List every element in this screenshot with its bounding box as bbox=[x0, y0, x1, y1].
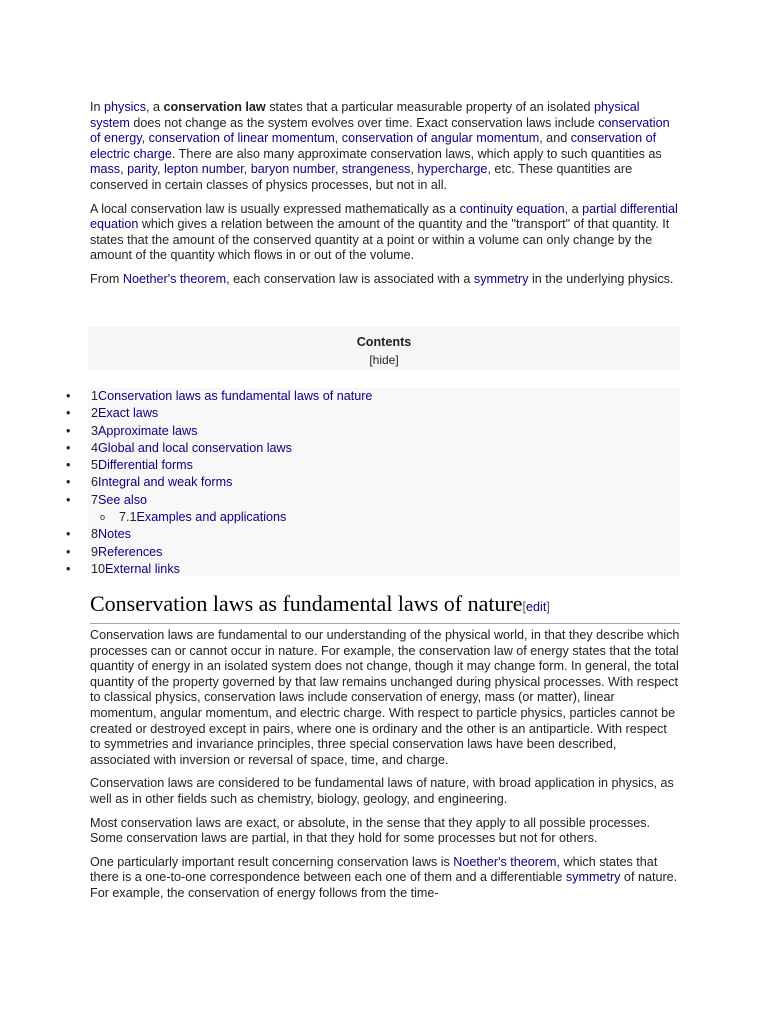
bullet: • bbox=[66, 492, 71, 507]
bullet: • bbox=[66, 389, 71, 403]
intro-section bbox=[90, 100, 680, 296]
section-paragraph-1: Conservation laws are fundamental to our understanding of the physical world, in that they describe which processes can or cannot occur in nature. For example, the conservation law of energy states that the total quantity of energy in an isolated system does not change, though it may change form. In general, the total quantity of the property governed by that law remains unchanged during physical processes. With respect to classical physics, conservation laws include conservation of energy, mass (or matter), linear momentum, angular momentum, and electric charge. With respect to particle physics, particles cannot be created or destroyed except in pairs, where one is ordinary and the other is an antiparticle. With respect to symmetries and invariance principles, three special conservation laws have been described, associated with inversion or reversal of space, time, and charge. bbox=[90, 628, 680, 767]
bullet: • bbox=[66, 475, 71, 490]
text: , each conservation law is associated with a bbox=[226, 271, 474, 286]
text: , bbox=[120, 162, 128, 177]
toc-item bbox=[66, 492, 680, 509]
toc-number: 8 bbox=[91, 527, 99, 542]
intro-paragraph-1 bbox=[90, 100, 680, 194]
link-baryon-number[interactable]: baryon number bbox=[250, 162, 335, 177]
link-continuity-equation[interactable]: continuity equation bbox=[459, 201, 565, 216]
toc-item bbox=[66, 544, 680, 561]
text: , a bbox=[564, 201, 583, 216]
toc-link[interactable]: Approximate laws bbox=[98, 423, 198, 438]
toc-number: 2 bbox=[91, 406, 99, 421]
text: does not change as the system evolves over time. Exact conservation laws include bbox=[129, 115, 599, 130]
bold-term: conservation law bbox=[163, 100, 266, 114]
link-physical-system[interactable]: physical system bbox=[90, 100, 640, 130]
bracket: [ bbox=[522, 600, 527, 614]
bullet: • bbox=[66, 458, 71, 473]
link-symmetry[interactable]: symmetry bbox=[473, 271, 529, 286]
link-hypercharge[interactable]: hypercharge bbox=[417, 162, 488, 177]
toc-link[interactable]: Conservation laws as fundamental laws of nature bbox=[98, 389, 373, 403]
toc-number: 10 bbox=[91, 561, 106, 576]
link-parity[interactable]: parity bbox=[127, 162, 157, 177]
bracket: ] bbox=[395, 353, 399, 367]
toc-link[interactable]: Global and local conservation laws bbox=[98, 440, 292, 455]
text: , a bbox=[146, 100, 164, 114]
section-heading bbox=[90, 590, 680, 624]
text: , and bbox=[539, 131, 571, 146]
link-lepton-number[interactable]: lepton number bbox=[163, 162, 244, 177]
link-symmetry[interactable]: symmetry bbox=[565, 870, 621, 885]
section-paragraph-4 bbox=[90, 855, 680, 902]
text: of nature. For example, the conservation of energy follows from the time- bbox=[90, 870, 678, 900]
toc-item bbox=[66, 561, 680, 578]
text: states that a particular measurable property of an isolated bbox=[265, 100, 595, 114]
bullet: • bbox=[66, 423, 71, 438]
section-paragraph-3: Most conservation laws are exact, or absolute, in the sense that they apply to all possible processes. Some conservation laws are partial, in that they hold for some processes but not for others. bbox=[90, 815, 651, 846]
section-paragraph-2: Conservation laws are considered to be fundamental laws of nature, with broad application in physics, as well as in other fields such as chemistry, biology, geology, and engineering. bbox=[90, 776, 674, 806]
toc-number: 7 bbox=[91, 492, 99, 507]
link-partial-differential-equation[interactable]: partial differential equation bbox=[90, 201, 678, 232]
toc-list bbox=[66, 388, 680, 578]
toc-header bbox=[88, 327, 680, 370]
link-conservation-of-energy[interactable]: conservation of energy bbox=[90, 115, 670, 146]
toc-item bbox=[66, 457, 680, 474]
bracket: [ bbox=[369, 353, 373, 367]
toc-link[interactable]: See also bbox=[98, 492, 148, 507]
intro-paragraph-3 bbox=[90, 272, 680, 288]
text: , bbox=[156, 162, 164, 177]
link-noethers-theorem[interactable]: Noether's theorem bbox=[453, 854, 557, 869]
section-body bbox=[90, 628, 680, 910]
text: A local conservation law is usually expressed mathematically as a bbox=[90, 201, 460, 216]
text: , bbox=[334, 162, 342, 177]
bullet: • bbox=[66, 544, 71, 559]
toc-item bbox=[66, 405, 680, 422]
link-conservation-of-electric-charge[interactable]: conservation of electric charge bbox=[90, 131, 657, 161]
edit-section bbox=[523, 600, 550, 614]
bracket: ] bbox=[546, 600, 550, 614]
toc-item bbox=[66, 474, 680, 491]
text: In bbox=[90, 100, 105, 114]
toc-number: 6 bbox=[91, 475, 99, 490]
toc-item bbox=[66, 440, 680, 457]
toc-link[interactable]: Notes bbox=[98, 527, 131, 542]
toc-number: 4 bbox=[91, 440, 99, 455]
bullet: • bbox=[66, 561, 71, 576]
text: which gives a relation between the amount of the quantity and the "transport" of that quantity. It states that the amount of the conserved quantity at a point or within a volume can only change by the amount of the quantity which flows in or out of the volume. bbox=[90, 217, 670, 263]
text: , bbox=[243, 162, 251, 177]
text: . There are also many approximate conservation laws, which apply to such quantities as bbox=[171, 146, 662, 161]
toc-subitem bbox=[66, 509, 680, 526]
toc-link[interactable]: Differential forms bbox=[98, 458, 193, 473]
text: in the underlying physics. bbox=[528, 271, 674, 286]
text: , bbox=[141, 131, 149, 146]
bullet: • bbox=[66, 406, 71, 421]
toc-link[interactable]: References bbox=[98, 544, 163, 559]
edit-link[interactable]: edit bbox=[526, 600, 547, 614]
text: , which states that there is a one-to-one correspondence between each one of them and a differentiable bbox=[90, 854, 658, 885]
text: From bbox=[90, 271, 123, 286]
toc-number: 3 bbox=[91, 423, 99, 438]
link-strangeness[interactable]: strangeness bbox=[341, 162, 411, 177]
toc-title: Contents bbox=[356, 335, 412, 349]
toc-number: 5 bbox=[91, 458, 99, 473]
link-mass[interactable]: mass bbox=[90, 162, 121, 177]
heading-text: Conservation laws as fundamental laws of nature bbox=[90, 591, 523, 616]
toc-item bbox=[66, 526, 680, 543]
toc-link[interactable]: Integral and weak forms bbox=[98, 475, 233, 490]
text: , bbox=[410, 162, 418, 177]
toc-hide-link[interactable]: hide bbox=[372, 353, 396, 367]
toc-number: 1 bbox=[91, 389, 99, 403]
toc-toggle bbox=[88, 353, 680, 367]
toc-link[interactable]: External links bbox=[105, 561, 180, 576]
toc-link[interactable]: Exact laws bbox=[98, 406, 159, 421]
toc-number: 7.1 bbox=[119, 510, 137, 525]
bullet: o bbox=[100, 512, 106, 523]
toc-item bbox=[66, 423, 680, 440]
intro-paragraph-2 bbox=[90, 202, 680, 264]
toc-item bbox=[66, 388, 680, 405]
text: One particularly important result concerning conservation laws is bbox=[90, 854, 454, 869]
text: , bbox=[334, 131, 342, 146]
link-physics[interactable]: physics bbox=[104, 100, 147, 114]
toc-link[interactable]: Examples and applications bbox=[136, 510, 287, 525]
link-noethers-theorem[interactable]: Noether's theorem bbox=[122, 271, 227, 286]
link-conservation-of-angular-momentum[interactable]: conservation of angular momentum bbox=[341, 131, 540, 146]
link-conservation-of-linear-momentum[interactable]: conservation of linear momentum bbox=[148, 131, 335, 146]
bullet: • bbox=[66, 527, 71, 542]
bullet: • bbox=[66, 440, 71, 455]
text: , etc. These quantities are conserved in certain classes of physics processes, but not in all. bbox=[90, 162, 633, 192]
toc-number: 9 bbox=[91, 544, 99, 559]
